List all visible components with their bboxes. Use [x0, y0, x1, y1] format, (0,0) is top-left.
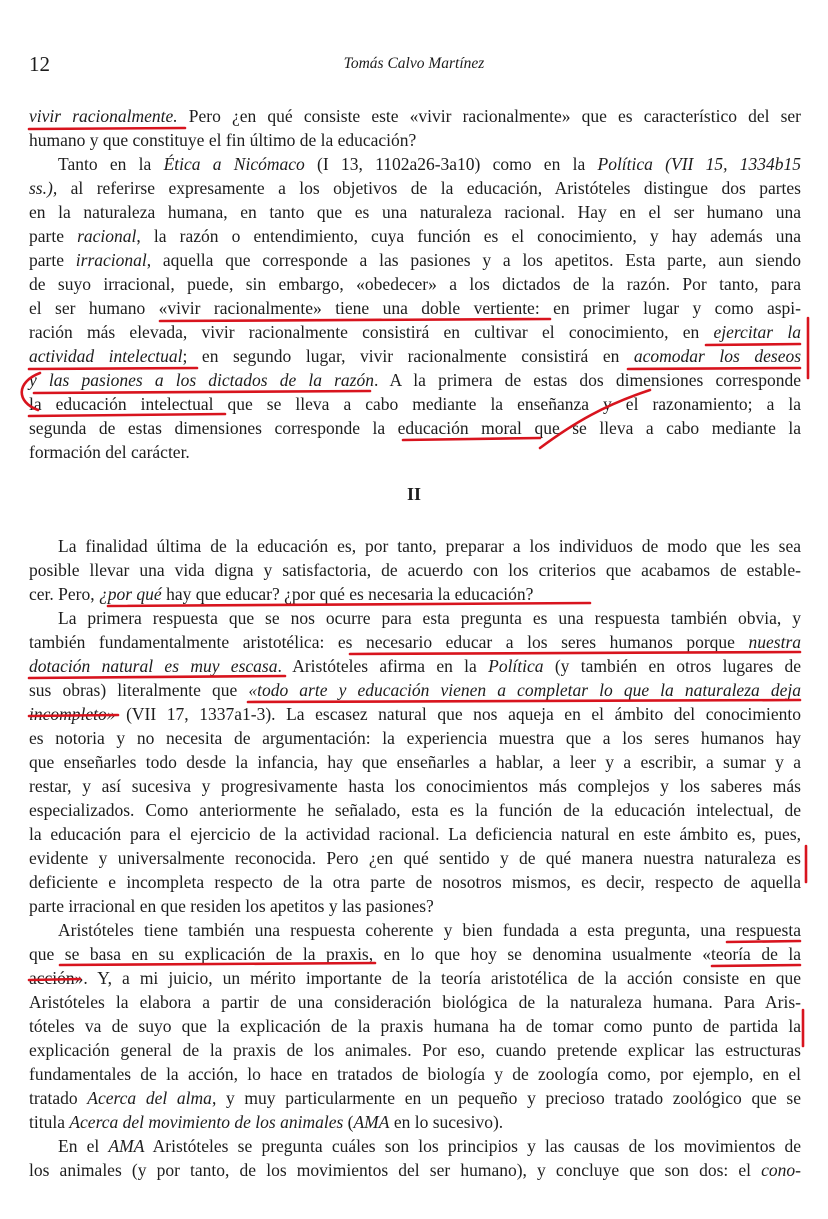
text-line: los animales (y por tanto, de los movimientos del ser humano), y concluye que son dos: el cono- [29, 1160, 801, 1180]
text-line: evidente y universalmente reconocida. Pero ¿en qué sentido y de qué manera nuestra naturaleza es [29, 848, 801, 868]
text-line: la educación para el ejercicio de la actividad racional. La deficiencia natural en este ámbito es, pues, [29, 824, 801, 844]
text-line: que se basa en su explicación de la praxis, en lo que hoy se denomina usualmente «teoría de la [29, 944, 801, 964]
text-line: titula Acerca del movimiento de los animales (AMA en lo sucesivo). [29, 1112, 504, 1132]
text-line: de suyo irracional, puede, sin embargo, «obedecer» a los dictados de la razón. Por tanto, para [29, 274, 801, 294]
running-head: Tomás Calvo Martínez [343, 55, 485, 72]
text-line: segunda de estas dimensiones corresponde la educación moral que se lleva a cabo mediante la [29, 418, 801, 438]
page-number: 12 [29, 52, 50, 76]
text-line: vivir racionalmente. Pero ¿en qué consiste este «vivir racionalmente» que es característico del ser [29, 106, 802, 126]
text-line: el ser humano «vivir racionalmente» tiene una doble vertiente: en primer lugar y como aspi- [29, 298, 801, 318]
text-line: humano y que constituye el fin último de la educación? [29, 130, 417, 150]
text-line: restar, y así sucesiva y progresivamente hasta los conocimientos más complejos y los saberes más [29, 776, 801, 796]
text-line: formación del carácter. [29, 442, 190, 462]
text-line: actividad intelectual; en segundo lugar, vivir racionalmente consistirá en acomodar los deseos [29, 346, 802, 366]
text-line: Aristóteles tiene también una respuesta coherente y bien fundada a esta pregunta, una respuesta [58, 920, 801, 940]
text-line: parte irracional en que residen los apetitos y las pasiones? [29, 896, 434, 916]
text-line: la educación intelectual que se lleva a cabo mediante la enseñanza y el razonamiento; a la [29, 394, 801, 414]
text-line: Tanto en la Ética a Nicómaco (I 13, 1102a26-3a10) como en la Política (VII 15, 1334b15 [58, 154, 802, 174]
text-line: dotación natural es muy escasa. Aristóteles afirma en la Política (y también en otros lugares de [29, 656, 801, 676]
text-line: Aristóteles la elabora a partir de una consideración biológica de la naturaleza humana. Para Aris- [29, 992, 801, 1012]
text-line: ss.), al referirse expresamente a los objetivos de la educación, Aristóteles distingue dos partes [29, 178, 801, 198]
text-line: parte racional, la razón o entendimiento, cuya función es el conocimiento, y hay además una [29, 226, 802, 246]
text-line: tóteles va de suyo que la explicación de la praxis humana ha de tomar como punto de partida la [29, 1016, 801, 1036]
text-line: explicación general de la praxis de los animales. Por eso, cuando pretende explicar las estructuras [29, 1040, 801, 1060]
text-line: en la naturaleza humana, en tanto que es una naturaleza racional. Hay en el ser humano una [29, 202, 801, 222]
text-line: sus obras) literalmente que «todo arte y educación vienen a completar lo que la naturaleza deja [29, 680, 801, 700]
text-line: tratado Acerca del alma, y muy particularmente en un pequeño y precioso tratado zoológico que se [29, 1088, 801, 1108]
text-line: En el AMA Aristóteles se pregunta cuáles son los principios y las causas de los movimientos de [58, 1136, 801, 1156]
text-line: es notoria y no necesita de argumentación: la experiencia muestra que a los seres humanos hay [29, 728, 801, 748]
text-line: cer. Pero, ¿por qué hay que educar? ¿por qué es necesaria la educación? [29, 584, 534, 604]
text-line: también fundamentalmente aristotélica: es necesario educar a los seres humanos porque nuestra [29, 632, 801, 652]
text-line: especializados. Como anteriormente he señalado, esta es la función de la educación intelectual, de [29, 800, 801, 820]
text-line: deficiente e incompleta respecto de la otra parte de nosotros mismos, es decir, respecto de aquella [29, 872, 801, 892]
section-heading: II [406, 484, 421, 504]
text-line: posible llevar una vida digna y satisfactoria, de acuerdo con los criterios que acabamos de estable- [29, 560, 801, 580]
text-line: La finalidad última de la educación es, por tanto, preparar a los individuos de modo que les sea [58, 536, 801, 556]
text-line: y las pasiones a los dictados de la razón. A la primera de estas dos dimensiones corresponde [29, 370, 801, 390]
text-line: que enseñarles todo desde la infancia, hay que enseñarles a hablar, a leer y a escribir, a sumar y a [29, 752, 801, 772]
text-line: acción». Y, a mi juicio, un mérito importante de la teoría aristotélica de la acción consiste en que [29, 968, 801, 988]
text-line: La primera respuesta que se nos ocurre para esta pregunta es una respuesta también obvia, y [58, 608, 801, 628]
text-line: parte irracional, aquella que corresponde a las pasiones y a los apetitos. Esta parte, aun siendo [29, 250, 802, 270]
text-line: fundamentales de la acción, lo hace en tratados de biología y de zoología como, por ejemplo, en el [29, 1064, 801, 1084]
text-line: incompleto» (VII 17, 1337a1-3). La escasez natural que nos aqueja en el ámbito del conocimiento [29, 704, 801, 724]
text-line: ración más elevada, vivir racionalmente consistirá en cultivar el conocimiento, en ejercitar la [29, 322, 801, 342]
